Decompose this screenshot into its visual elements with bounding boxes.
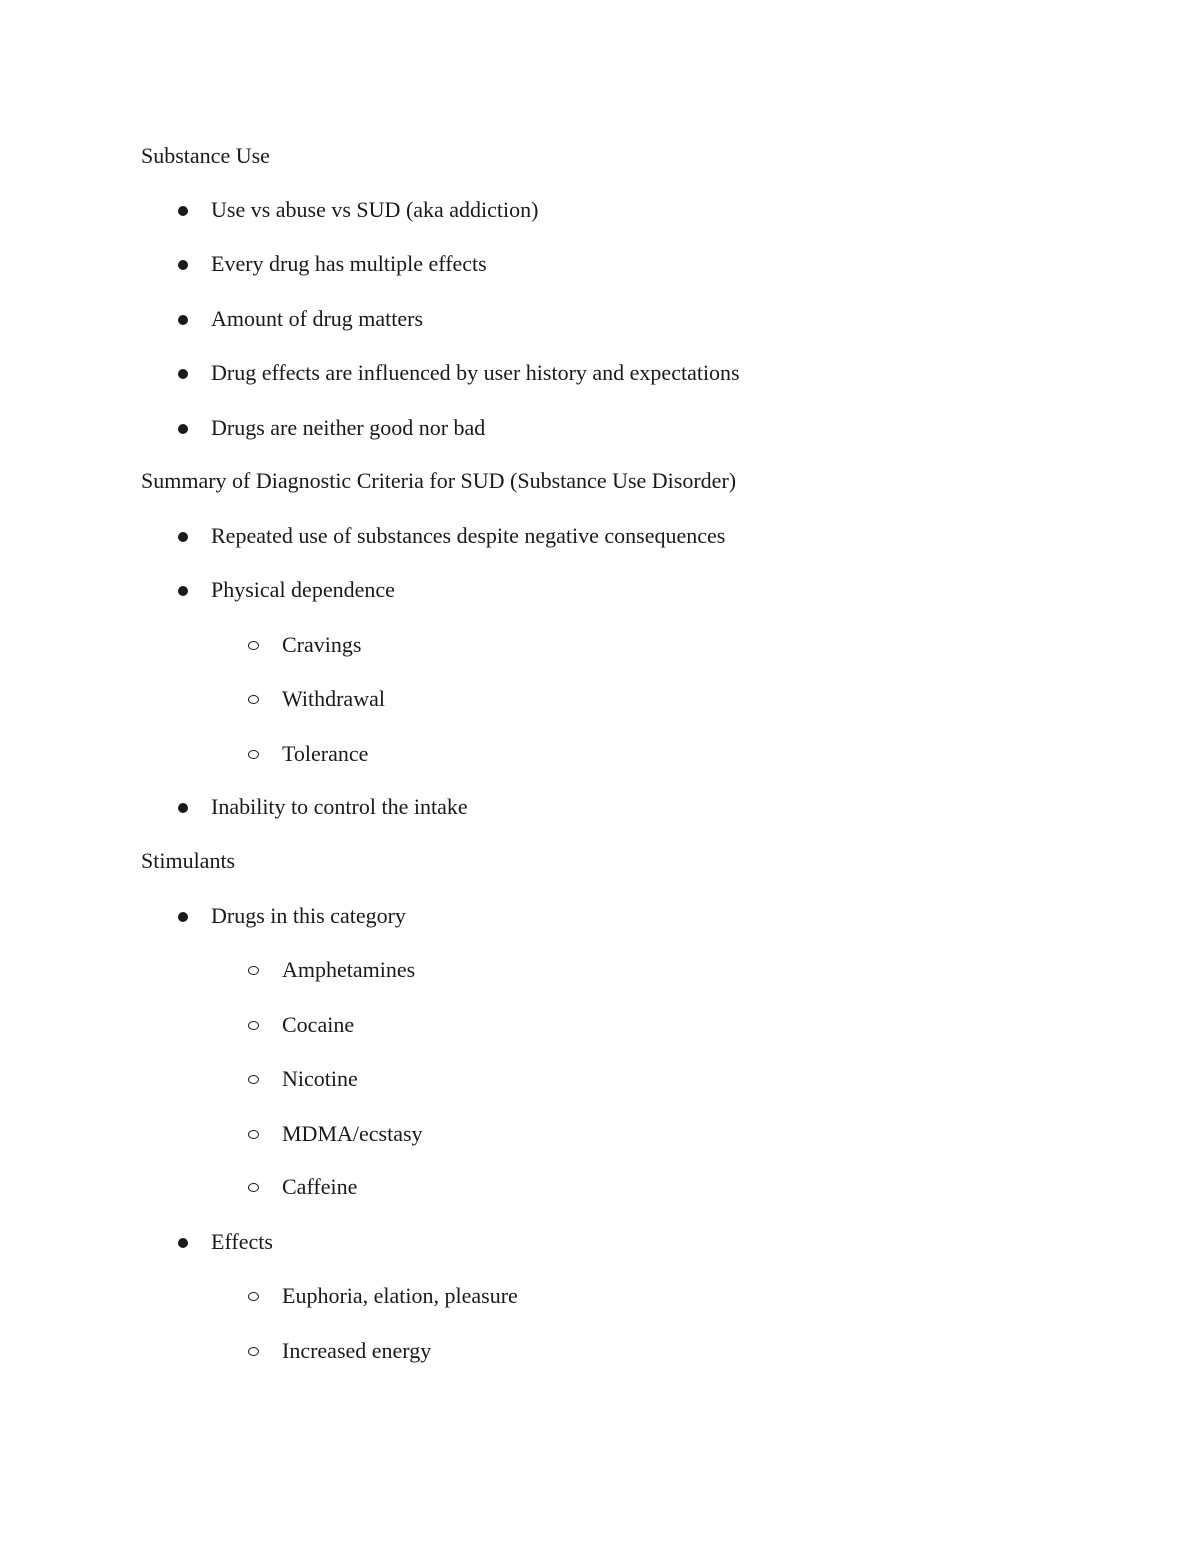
- sub-bullet-icon: [248, 966, 259, 975]
- sub-list-item: Cocaine: [282, 1012, 355, 1037]
- sub-list-item: Tolerance: [282, 741, 369, 766]
- bullet-icon: [178, 206, 188, 216]
- bullet-icon: [178, 1238, 188, 1248]
- bullet-icon: [178, 369, 188, 379]
- list-item: Drug effects are influenced by user history and expectations: [211, 360, 740, 385]
- bullet-icon: [178, 803, 188, 813]
- list-item: Use vs abuse vs SUD (aka addiction): [211, 197, 539, 222]
- section-heading: Stimulants: [141, 848, 236, 873]
- bullet-icon: [178, 260, 188, 270]
- list-item: Every drug has multiple effects: [211, 251, 487, 276]
- sub-bullet-icon: [248, 1021, 259, 1030]
- list-item: Effects: [211, 1229, 273, 1254]
- sub-list-item: Withdrawal: [282, 686, 385, 711]
- sub-list-item: Amphetamines: [282, 957, 416, 982]
- sub-bullet-icon: [248, 1292, 259, 1301]
- sub-list-item: Euphoria, elation, pleasure: [282, 1283, 518, 1308]
- list-item: Physical dependence: [211, 577, 395, 602]
- sub-list-item: Increased energy: [282, 1338, 432, 1363]
- list-item: Drugs are neither good nor bad: [211, 415, 486, 440]
- sub-bullet-icon: [248, 695, 259, 704]
- sub-list-item: MDMA/ecstasy: [282, 1121, 423, 1146]
- bullet-icon: [178, 586, 188, 596]
- sub-bullet-icon: [248, 1130, 259, 1139]
- list-item: Drugs in this category: [211, 903, 406, 928]
- sub-bullet-icon: [248, 641, 259, 650]
- sub-list-item: Caffeine: [282, 1174, 358, 1199]
- sub-list-item: Nicotine: [282, 1066, 358, 1091]
- sub-list-item: Cravings: [282, 632, 362, 657]
- bullet-icon: [178, 532, 188, 542]
- sub-bullet-icon: [248, 1075, 259, 1084]
- bullet-icon: [178, 424, 188, 434]
- section-heading: Summary of Diagnostic Criteria for SUD (Substance Use Disorder): [141, 468, 737, 493]
- sub-bullet-icon: [248, 1183, 259, 1192]
- list-item: Inability to control the intake: [211, 794, 468, 819]
- list-item: Amount of drug matters: [211, 306, 424, 331]
- sub-bullet-icon: [248, 750, 259, 759]
- bullet-icon: [178, 912, 188, 922]
- section-heading: Substance Use: [141, 143, 270, 168]
- list-item: Repeated use of substances despite negative consequences: [211, 523, 726, 548]
- bullet-icon: [178, 315, 188, 325]
- sub-bullet-icon: [248, 1347, 259, 1356]
